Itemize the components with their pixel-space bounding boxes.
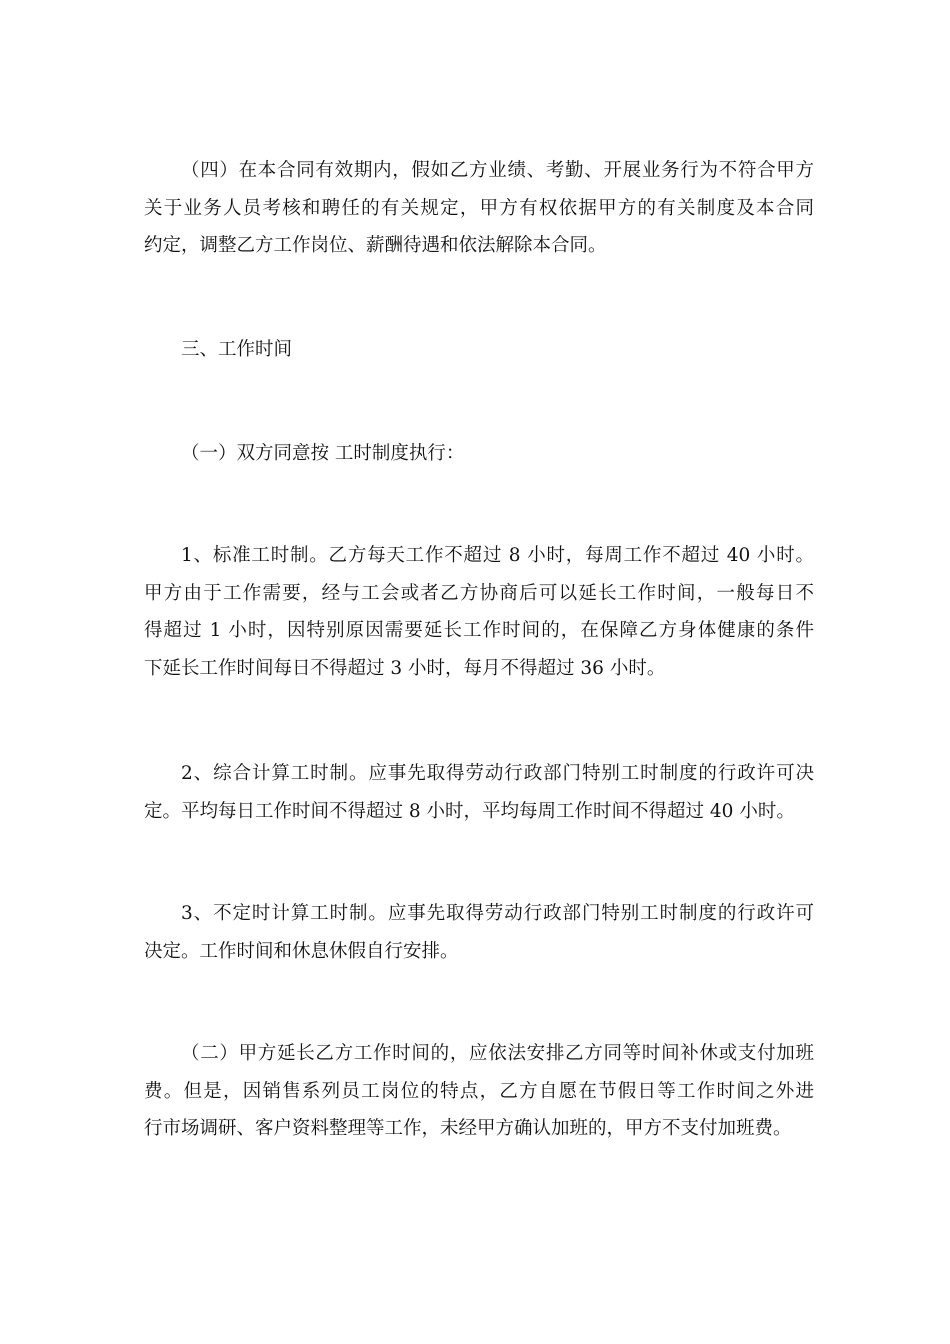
item-1-standard-hours xyxy=(144,537,814,687)
text-line: 下延长工作时间每日不得超过 3 小时，每月不得超过 36 小时。 xyxy=(144,657,666,679)
text-line: 决定。工作时间和休息休假自行安排。 xyxy=(144,940,459,962)
section-heading-work-time xyxy=(144,331,814,369)
text-line: 关于业务人员考核和聘任的有关规定，甲方有权依据甲方的有关制度及本合同 xyxy=(144,197,814,219)
item-2-comprehensive-hours xyxy=(144,755,814,830)
text-line: 定。平均每日工作时间不得超过 8 小时，平均每周工作时间不得超过 40 小时。 xyxy=(144,800,795,822)
text-line: （四）在本合同有效期内，假如乙方业绩、考勤、开展业务行为不符合甲方 xyxy=(181,160,814,181)
text-line: 1、标准工时制。乙方每天工作不超过 8 小时，每周工作不超过 40 小时。 xyxy=(181,545,814,566)
clause-4-paragraph xyxy=(144,152,814,265)
text-line: 3、不定时计算工时制。应事先取得劳动行政部门特别工时制度的行政许可 xyxy=(181,903,814,924)
section-title: 三、工作时间 xyxy=(181,339,293,360)
text-line: （二）甲方延长乙方工作时间的，应依法安排乙方同等时间补休或支付加班 xyxy=(181,1043,814,1064)
text-line: 甲方由于工作需要，经与工会或者乙方协商后可以延长工作时间，一般每日不 xyxy=(144,582,814,604)
text-line: 行市场调研、客户资料整理等工作，未经甲方确认加班的，甲方不支付加班费。 xyxy=(144,1118,792,1139)
item-3-flexible-hours xyxy=(144,895,814,970)
text-line: 2、综合计算工时制。应事先取得劳动行政部门特别工时制度的行政许可决 xyxy=(181,763,814,784)
text-line: 费。但是，因销售系列员工岗位的特点，乙方自愿在节假日等工作时间之外进 xyxy=(144,1080,814,1102)
text-line: 得超过 1 小时，因特别原因需要延长工作时间的，在保障乙方身体健康的条件 xyxy=(144,620,814,641)
text-line: 约定，调整乙方工作岗位、薪酬待遇和依法解除本合同。 xyxy=(144,235,607,256)
sub-clause-2-paragraph xyxy=(144,1035,814,1148)
sub-clause-1-paragraph xyxy=(144,435,814,473)
text-line: （一）双方同意按 工时制度执行： xyxy=(181,443,465,464)
